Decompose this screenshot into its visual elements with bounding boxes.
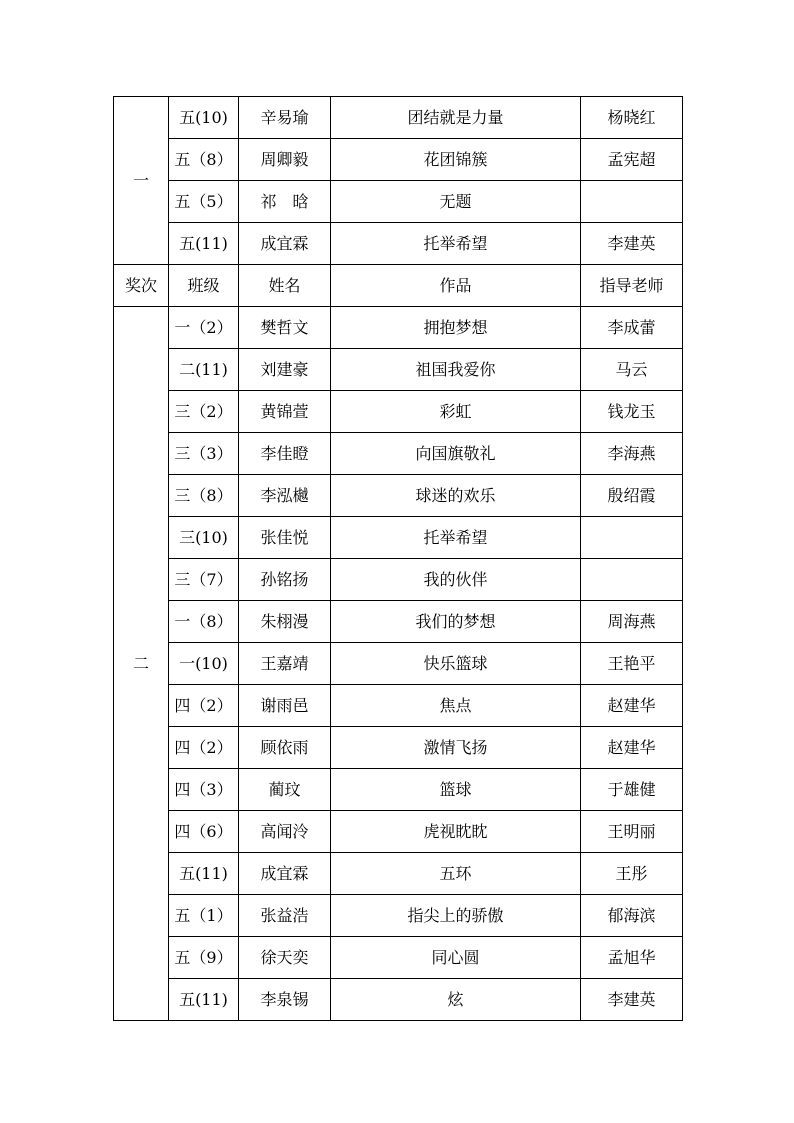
teacher-cell: 赵建华	[581, 727, 683, 769]
class-cell: 五(11)	[169, 979, 239, 1021]
teacher-cell: 李成蕾	[581, 307, 683, 349]
work-cell: 彩虹	[331, 391, 581, 433]
name-cell: 李泓樾	[239, 475, 331, 517]
name-cell: 徐天奕	[239, 937, 331, 979]
work-cell: 同心圆	[331, 937, 581, 979]
header-rank-cell: 奖次	[114, 265, 169, 307]
class-cell: 四（2）	[169, 685, 239, 727]
work-cell: 快乐篮球	[331, 643, 581, 685]
teacher-cell: 李海燕	[581, 433, 683, 475]
class-cell: 三（2）	[169, 391, 239, 433]
teacher-cell	[581, 181, 683, 223]
table-row	[114, 727, 683, 769]
table-row	[114, 517, 683, 559]
class-cell: 五(11)	[169, 853, 239, 895]
teacher-cell: 王明丽	[581, 811, 683, 853]
work-cell: 篮球	[331, 769, 581, 811]
table-row	[114, 685, 683, 727]
class-cell: 一（8）	[169, 601, 239, 643]
table-row	[114, 979, 683, 1021]
name-cell: 李泉锡	[239, 979, 331, 1021]
work-cell: 指尖上的骄傲	[331, 895, 581, 937]
awards-table	[113, 96, 683, 1021]
class-cell: 四（2）	[169, 727, 239, 769]
table-row	[114, 181, 683, 223]
work-cell: 花团锦簇	[331, 139, 581, 181]
work-cell: 托举希望	[331, 517, 581, 559]
class-cell: 五(11)	[169, 223, 239, 265]
header-row	[114, 265, 683, 307]
table-row	[114, 559, 683, 601]
work-cell: 激情飞扬	[331, 727, 581, 769]
work-cell: 无题	[331, 181, 581, 223]
table-row	[114, 139, 683, 181]
name-cell: 成宜霖	[239, 853, 331, 895]
table-row	[114, 769, 683, 811]
class-cell: 三（8）	[169, 475, 239, 517]
teacher-cell: 李建英	[581, 223, 683, 265]
table-row	[114, 391, 683, 433]
teacher-cell: 孟宪超	[581, 139, 683, 181]
class-cell: 三(10)	[169, 517, 239, 559]
class-cell: 五(10)	[169, 97, 239, 139]
table-row	[114, 937, 683, 979]
name-cell: 李佳瞪	[239, 433, 331, 475]
work-cell: 焦点	[331, 685, 581, 727]
work-cell: 虎视眈眈	[331, 811, 581, 853]
work-cell: 向国旗敬礼	[331, 433, 581, 475]
table-row	[114, 643, 683, 685]
name-cell: 樊哲文	[239, 307, 331, 349]
table-row	[114, 601, 683, 643]
name-cell: 顾依雨	[239, 727, 331, 769]
name-cell: 周卿毅	[239, 139, 331, 181]
name-cell: 高闻泠	[239, 811, 331, 853]
teacher-cell: 周海燕	[581, 601, 683, 643]
class-cell: 二(11)	[169, 349, 239, 391]
work-cell: 托举希望	[331, 223, 581, 265]
name-cell: 蔺玟	[239, 769, 331, 811]
table-row	[114, 97, 683, 139]
class-cell: 四（3）	[169, 769, 239, 811]
work-cell: 我们的梦想	[331, 601, 581, 643]
table-row	[114, 895, 683, 937]
name-cell: 朱栩漫	[239, 601, 331, 643]
table-row	[114, 475, 683, 517]
teacher-cell: 王彤	[581, 853, 683, 895]
teacher-cell: 赵建华	[581, 685, 683, 727]
name-cell: 张佳悦	[239, 517, 331, 559]
class-cell: 五（1）	[169, 895, 239, 937]
table-row	[114, 433, 683, 475]
award-rank-cell: 二	[114, 307, 169, 1021]
work-cell: 球迷的欢乐	[331, 475, 581, 517]
teacher-cell: 李建英	[581, 979, 683, 1021]
teacher-cell	[581, 517, 683, 559]
header-name-cell: 姓名	[239, 265, 331, 307]
teacher-cell: 钱龙玉	[581, 391, 683, 433]
class-cell: 三（7）	[169, 559, 239, 601]
award-rank-cell: 一	[114, 97, 169, 265]
table-row	[114, 349, 683, 391]
table-row	[114, 307, 683, 349]
table-row	[114, 811, 683, 853]
header-class-cell: 班级	[169, 265, 239, 307]
class-cell: 四（6）	[169, 811, 239, 853]
header-work-cell: 作品	[331, 265, 581, 307]
table-row	[114, 853, 683, 895]
table-row	[114, 223, 683, 265]
class-cell: 五（5）	[169, 181, 239, 223]
work-cell: 我的伙伴	[331, 559, 581, 601]
header-teacher-cell: 指导老师	[581, 265, 683, 307]
work-cell: 拥抱梦想	[331, 307, 581, 349]
name-cell: 祁 晗	[239, 181, 331, 223]
name-cell: 刘建豪	[239, 349, 331, 391]
name-cell: 谢雨邑	[239, 685, 331, 727]
name-cell: 辛易瑜	[239, 97, 331, 139]
class-cell: 一(10)	[169, 643, 239, 685]
teacher-cell: 殷绍霞	[581, 475, 683, 517]
awards-table-body	[114, 97, 683, 1021]
teacher-cell: 于雄健	[581, 769, 683, 811]
work-cell: 团结就是力量	[331, 97, 581, 139]
name-cell: 黄锦萱	[239, 391, 331, 433]
work-cell: 炫	[331, 979, 581, 1021]
teacher-cell	[581, 559, 683, 601]
teacher-cell: 马云	[581, 349, 683, 391]
teacher-cell: 杨晓红	[581, 97, 683, 139]
name-cell: 王嘉靖	[239, 643, 331, 685]
class-cell: 三（3）	[169, 433, 239, 475]
name-cell: 孙铭扬	[239, 559, 331, 601]
teacher-cell: 孟旭华	[581, 937, 683, 979]
teacher-cell: 郁海滨	[581, 895, 683, 937]
work-cell: 祖国我爱你	[331, 349, 581, 391]
class-cell: 五（9）	[169, 937, 239, 979]
teacher-cell: 王艳平	[581, 643, 683, 685]
name-cell: 成宜霖	[239, 223, 331, 265]
class-cell: 五（8）	[169, 139, 239, 181]
name-cell: 张益浩	[239, 895, 331, 937]
work-cell: 五环	[331, 853, 581, 895]
class-cell: 一（2）	[169, 307, 239, 349]
